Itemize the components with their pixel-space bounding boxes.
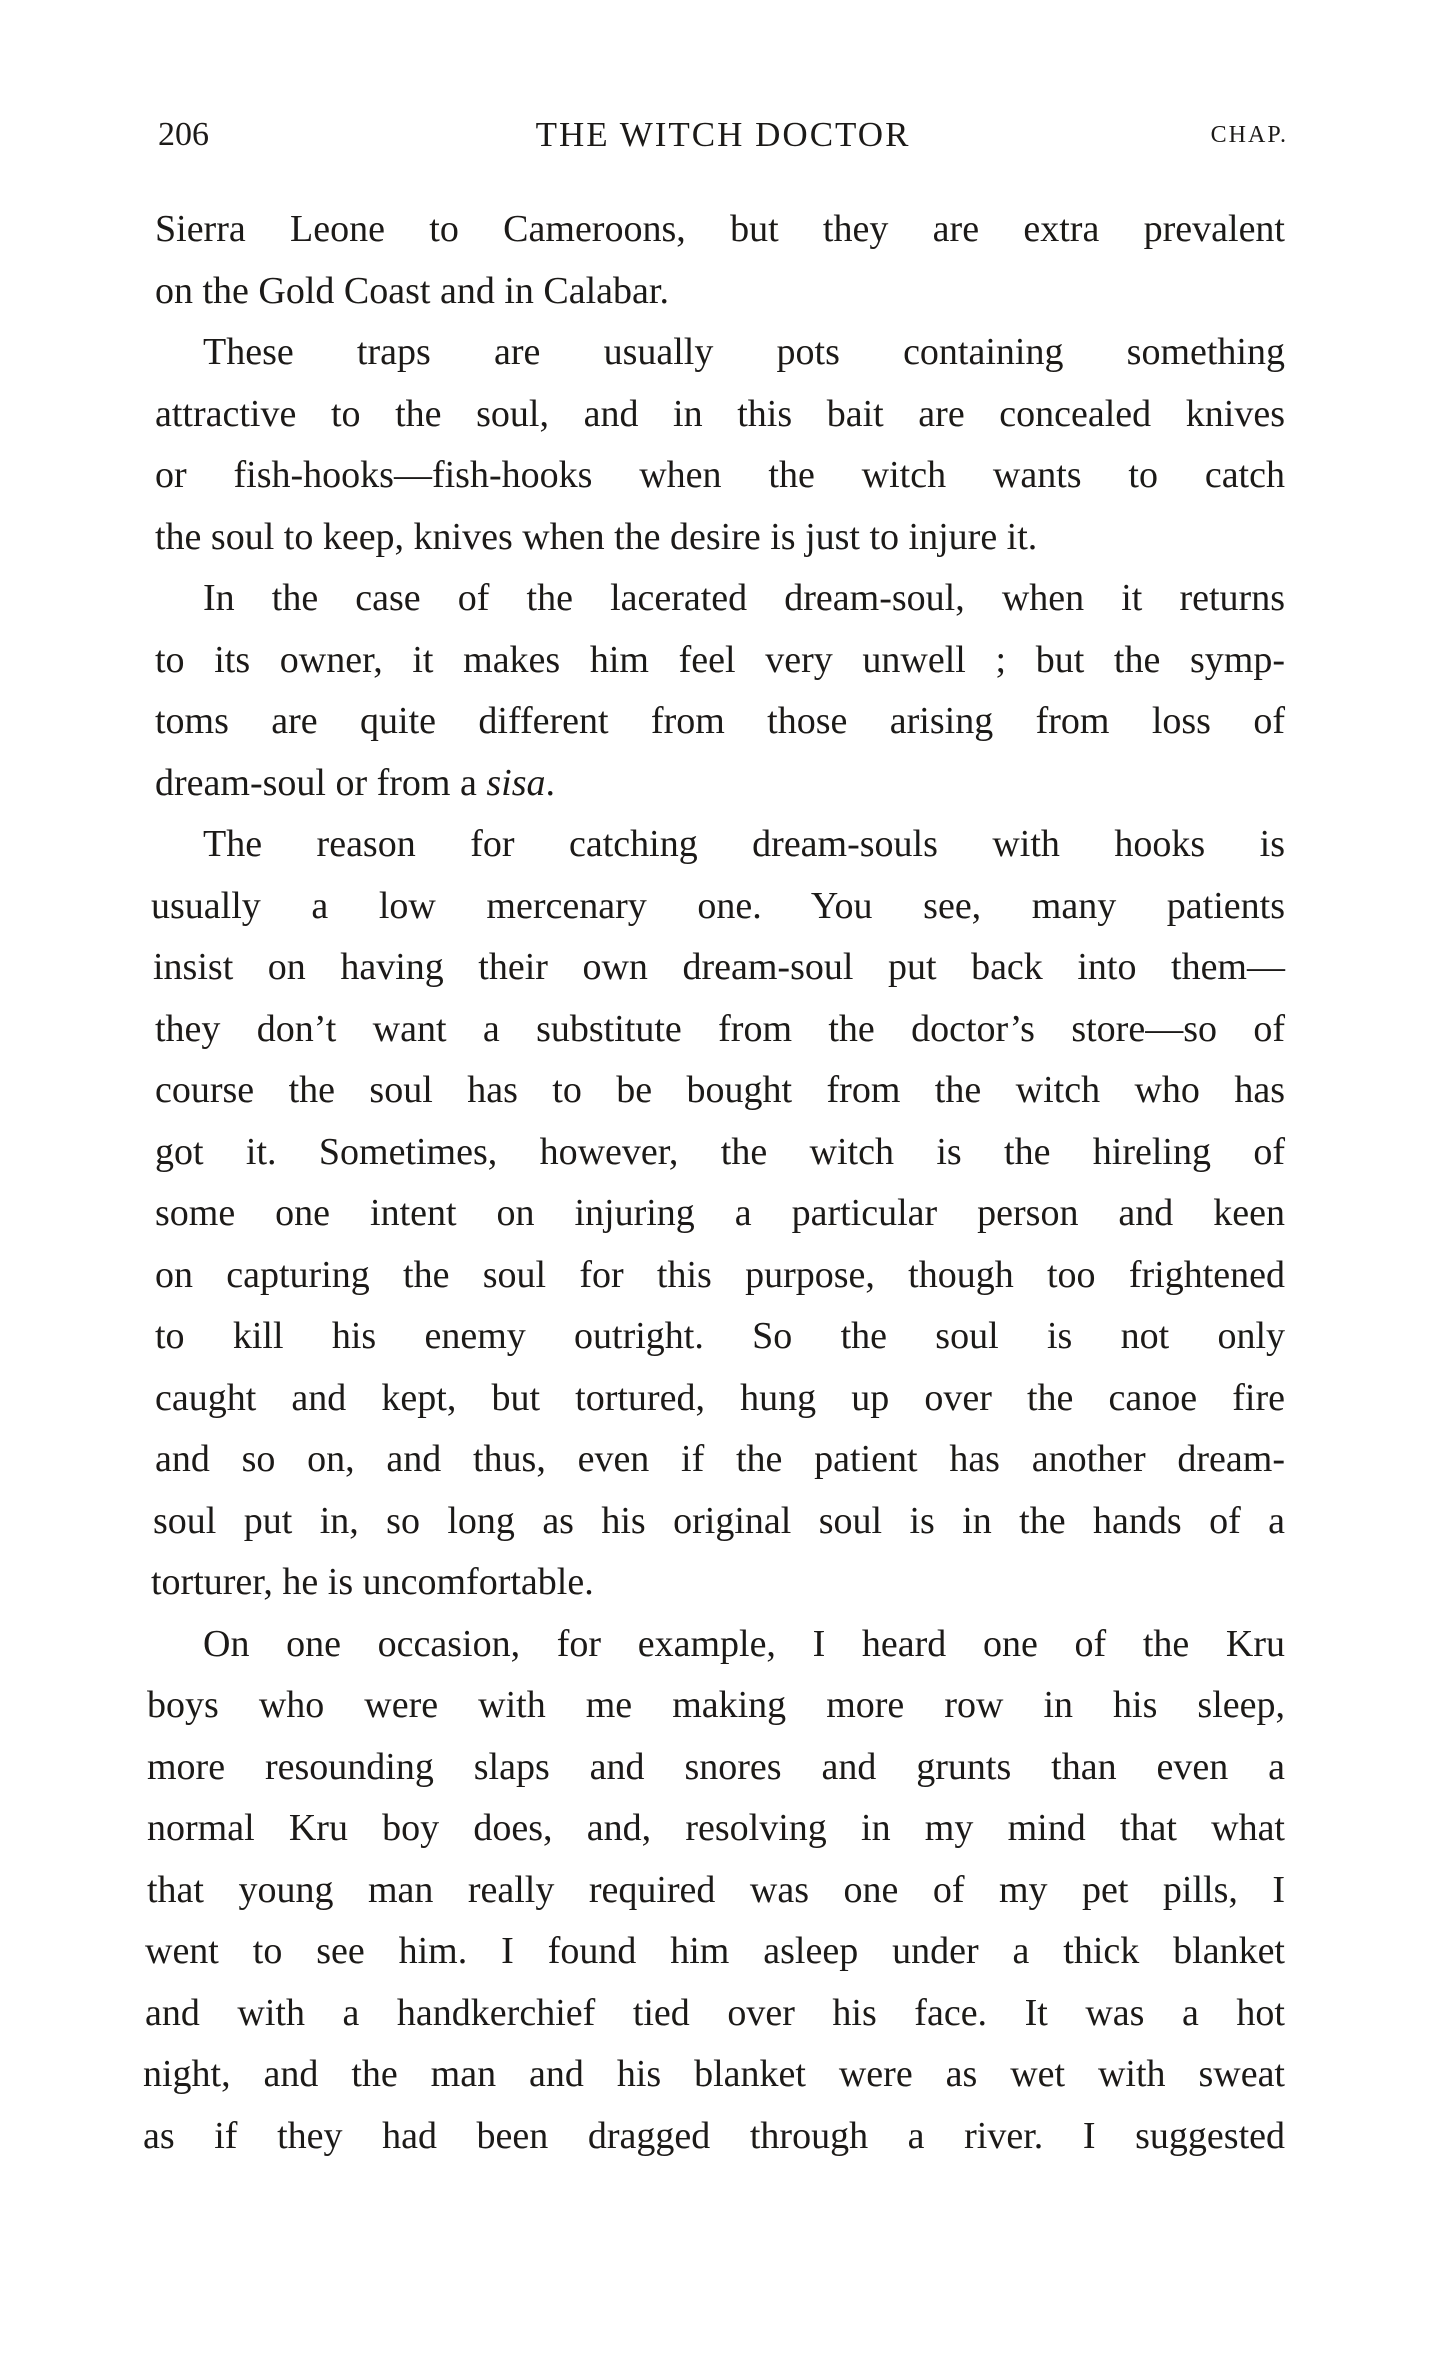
line-text: more resounding slaps and snores and grunts than even a bbox=[147, 1745, 1285, 1788]
running-head bbox=[158, 110, 1288, 160]
text-line bbox=[155, 753, 1285, 815]
text-line bbox=[155, 384, 1285, 446]
line-text: and so on, and thus, even if the patient has another dream- bbox=[155, 1438, 1285, 1480]
text-line bbox=[155, 445, 1285, 507]
text-line bbox=[143, 2106, 1285, 2168]
line-text: toms are quite different from those arising from loss of bbox=[155, 700, 1285, 742]
line-text: In the case of the lacerated dream-soul, when it returns bbox=[203, 577, 1285, 619]
line-text: went to see him. I found him asleep under a thick blanket bbox=[145, 1930, 1285, 1972]
line-text: attractive to the soul, and in this bait are concealed knives bbox=[155, 392, 1285, 435]
text-line bbox=[155, 322, 1285, 384]
line-text: as if they had been dragged through a river. I suggested bbox=[143, 2114, 1285, 2157]
line-text: On one occasion, for example, I heard one of the Kru bbox=[203, 1622, 1285, 1665]
text-line bbox=[151, 1552, 1285, 1614]
text-line bbox=[155, 1614, 1285, 1676]
text-line bbox=[153, 1491, 1285, 1553]
text-line bbox=[155, 1368, 1285, 1430]
text-line bbox=[155, 568, 1285, 630]
line-text: the soul to keep, knives when the desire is just to injure it. bbox=[155, 515, 1038, 558]
text-line bbox=[155, 814, 1285, 876]
text-line bbox=[153, 937, 1285, 999]
text-line bbox=[155, 691, 1285, 753]
line-text: normal Kru boy does, and, resolving in my mind that what bbox=[147, 1807, 1285, 1849]
body-text bbox=[143, 199, 1285, 2167]
text-line bbox=[155, 630, 1285, 692]
line-text: on the Gold Coast and in Calabar. bbox=[155, 269, 669, 312]
line-text: These traps are usually pots containing something bbox=[203, 331, 1285, 373]
text-line bbox=[155, 999, 1285, 1061]
line-suffix: . bbox=[545, 761, 555, 804]
line-text: and with a handkerchief tied over his face. It was a hot bbox=[145, 1991, 1285, 2034]
line-text: some one intent on injuring a particular person and keen bbox=[155, 1192, 1285, 1234]
text-line bbox=[145, 1921, 1285, 1983]
text-line bbox=[145, 1983, 1285, 2045]
line-text: got it. Sometimes, however, the witch is the hireling of bbox=[155, 1130, 1285, 1173]
line-text: insist on having their own dream-soul put back into them— bbox=[153, 946, 1285, 988]
line-text: course the soul has to be bought from the witch who has bbox=[155, 1069, 1285, 1111]
text-line bbox=[155, 1060, 1285, 1122]
text-line bbox=[155, 199, 1285, 261]
line-text: they don’t want a substitute from the doctor’s store—so of bbox=[155, 1007, 1285, 1050]
text-line bbox=[147, 1675, 1285, 1737]
text-line bbox=[155, 1429, 1285, 1491]
text-line bbox=[155, 507, 1285, 569]
text-line bbox=[155, 1183, 1285, 1245]
line-text: caught and kept, but tortured, hung up over the canoe fire bbox=[155, 1376, 1285, 1419]
text-line bbox=[155, 1306, 1285, 1368]
line-text: that young man really required was one of my pet pills, I bbox=[147, 1868, 1285, 1911]
text-line bbox=[155, 261, 1285, 323]
chapter-label: CHAP. bbox=[1210, 122, 1288, 148]
text-line bbox=[155, 1245, 1285, 1307]
line-text: to its owner, it makes him feel very unwell ; but the symp- bbox=[155, 638, 1285, 681]
line-text: or fish-hooks—fish-hooks when the witch wants to catch bbox=[155, 454, 1285, 496]
line-text: night, and the man and his blanket were as wet with sweat bbox=[143, 2053, 1285, 2095]
line-text: The reason for catching dream-souls with hooks is bbox=[203, 823, 1285, 865]
line-text: usually a low mercenary one. You see, many patients bbox=[151, 884, 1285, 927]
line-text: Sierra Leone to Cameroons, but they are extra prevalent bbox=[155, 208, 1285, 250]
text-line bbox=[147, 1798, 1285, 1860]
running-title: THE WITCH DOCTOR bbox=[535, 115, 911, 154]
line-text: torturer, he is uncomfortable. bbox=[151, 1561, 594, 1603]
text-line bbox=[147, 1737, 1285, 1799]
line-text: dream-soul or from a bbox=[155, 761, 487, 804]
text-line bbox=[151, 876, 1285, 938]
line-text: on capturing the soul for this purpose, though too frightened bbox=[155, 1253, 1285, 1296]
page-number: 206 bbox=[158, 116, 209, 153]
italic-word: sisa bbox=[486, 761, 546, 804]
line-text: boys who were with me making more row in his sleep, bbox=[147, 1684, 1285, 1726]
line-text: to kill his enemy outright. So the soul is not only bbox=[155, 1315, 1285, 1357]
line-text: soul put in, so long as his original soul is in the hands of a bbox=[153, 1499, 1285, 1542]
text-line bbox=[155, 1122, 1285, 1184]
text-line bbox=[143, 2044, 1285, 2106]
text-line bbox=[147, 1860, 1285, 1922]
